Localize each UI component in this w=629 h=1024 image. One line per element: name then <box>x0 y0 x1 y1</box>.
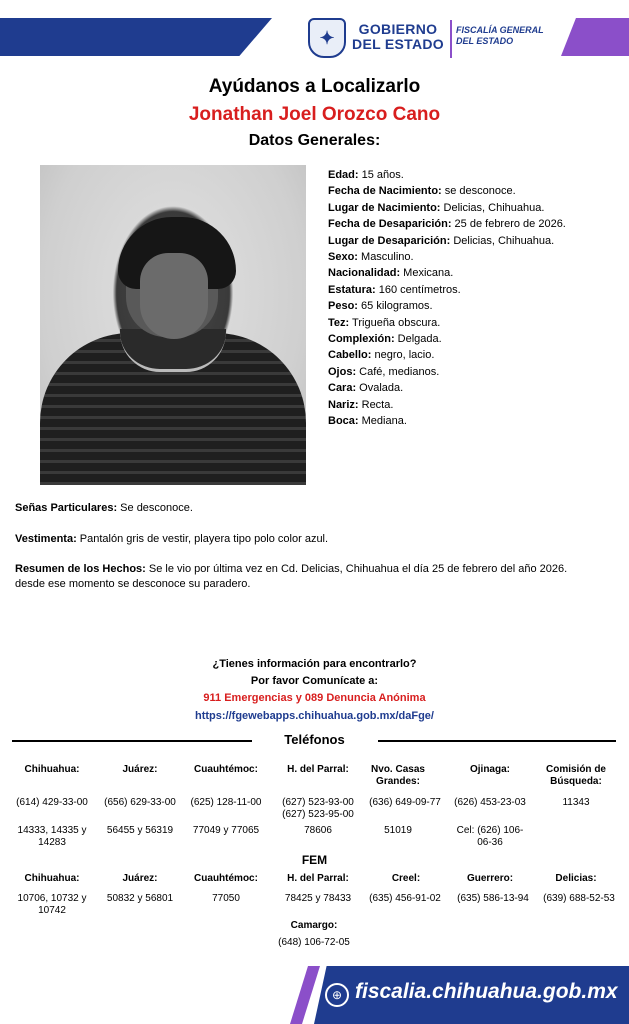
fem-header-camargo: Camargo: <box>290 920 338 931</box>
datos-item: Fecha de Nacimiento: se desconoce. <box>328 185 516 198</box>
fem-header: Juárez: <box>122 873 158 884</box>
datos-item: Cabello: negro, lacio. <box>328 349 435 362</box>
fem-header: Chihuahua: <box>24 873 80 884</box>
datos-list <box>328 167 618 430</box>
tel-header: Ojinaga: <box>469 764 510 775</box>
datos-item: Sexo: Masculino. <box>328 251 414 264</box>
tel-header: Juárez: <box>122 764 158 775</box>
fiscalia-logo-text <box>456 25 556 47</box>
datos-item: Lugar de Nacimiento: Delicias, Chihuahua. <box>328 201 545 214</box>
datos-item: Tez: Trigueña obscura. <box>328 316 441 329</box>
fem-heading: FEM <box>301 853 328 867</box>
datos-item: Nariz: Recta. <box>328 398 394 411</box>
vestimenta: Vestimenta: Pantalón gris de vestir, playera tipo polo color azul. <box>15 533 329 545</box>
contact-url-link[interactable]: https://fgewebapps.chihuahua.gob.mx/daFge/ <box>195 710 434 722</box>
tel-header: Comisión de Búsqueda: <box>545 764 606 787</box>
person-name: Jonathan Joel Orozco Cano <box>188 104 441 125</box>
tel-value: 11343 <box>562 797 590 808</box>
fem-value: (635) 586-13-94 <box>457 893 529 904</box>
tel-value: (636) 649-09-77 <box>369 797 441 808</box>
header-left-bar <box>0 18 272 56</box>
datos-item: Ojos: Café, medianos. <box>328 365 440 378</box>
fem-value: 10706, 10732 y 10742 <box>17 893 87 916</box>
tel-header: H. del Parral: <box>287 764 349 775</box>
fem-header: Creel: <box>391 873 421 884</box>
footer-website[interactable]: fiscalia.chihuahua.gob.mx <box>355 980 618 1003</box>
section-title: Datos Generales: <box>248 132 381 149</box>
datos-item: Nacionalidad: Mexicana. <box>328 267 454 280</box>
fem-header: Guerrero: <box>466 873 514 884</box>
page-title: Ayúdanos a Localizarlo <box>208 76 421 97</box>
datos-item: Peso: 65 kilogramos. <box>328 300 433 313</box>
tel-ext: 77049 y 77065 <box>192 825 260 836</box>
resumen-line2: desde ese momento se desconoce su paradero. <box>15 578 251 590</box>
fem-value: 50832 y 56801 <box>106 893 174 904</box>
header-right-bar <box>561 18 629 56</box>
state-seal-icon: ✦ <box>308 18 346 58</box>
tel-ext: 51019 <box>384 825 412 836</box>
web-globe-icon: ⊕ <box>325 983 349 1007</box>
gobierno-line2: DEL ESTADO <box>352 36 444 52</box>
datos-item: Edad: 15 años. <box>328 169 404 181</box>
contact-question: ¿Tienes información para encontrarlo? <box>212 658 417 670</box>
tel-header: Chihuahua: <box>24 764 80 775</box>
fem-value: 77050 <box>212 893 240 904</box>
tel-ext: Cel: (626) 106-06-36 <box>456 825 524 848</box>
tel-header: Nvo. Casas Grandes: <box>371 764 425 787</box>
tel-value: (627) 523-93-00 (627) 523-95-00 <box>282 797 354 820</box>
fem-header: Cuauhtémoc: <box>194 873 258 884</box>
datos-item: Complexión: Delgada. <box>328 333 442 346</box>
tel-value: (625) 128-11-00 <box>190 797 262 808</box>
fem-value: 78425 y 78433 <box>284 893 352 904</box>
fem-header: Delicias: <box>555 873 597 884</box>
footer-accent <box>290 966 320 1024</box>
fem-value: (635) 456-91-02 <box>369 893 441 904</box>
datos-item: Estatura: 160 centímetros. <box>328 283 461 296</box>
contact-emergency: 911 Emergencias y 089 Denuncia Anónima <box>203 692 426 704</box>
tel-value: (614) 429-33-00 <box>16 797 88 808</box>
tel-header: Cuauhtémoc: <box>194 764 258 775</box>
gobierno-logo-text <box>352 22 444 52</box>
tel-ext: 78606 <box>304 825 332 836</box>
logo-separator <box>450 20 452 58</box>
tel-ext: 56455 y 56319 <box>106 825 174 836</box>
datos-item: Lugar de Desaparición: Delicias, Chihuahua. <box>328 234 555 247</box>
person-photo <box>40 165 306 485</box>
fem-value-camargo: (648) 106-72-05 <box>278 937 350 948</box>
fiscalia-line2: DEL ESTADO <box>456 36 514 46</box>
tel-value: (656) 629-33-00 <box>104 797 176 808</box>
tel-ext: 14333, 14335 y 14283 <box>17 825 87 848</box>
datos-item: Boca: Mediana. <box>328 415 407 428</box>
senas-particulares: Señas Particulares: Se desconoce. <box>15 502 193 514</box>
telefonos-heading: Teléfonos <box>284 732 345 747</box>
fem-header: H. del Parral: <box>287 873 349 884</box>
tel-value: (626) 453-23-03 <box>454 797 526 808</box>
contact-please: Por favor Comunícate a: <box>250 675 379 687</box>
datos-item: Fecha de Desaparición: 25 de febrero de 2026. <box>328 218 566 231</box>
fem-value: (639) 688-52-53 <box>543 893 615 904</box>
gobierno-line1: GOBIERNO <box>358 21 438 37</box>
resumen-hechos: Resumen de los Hechos: Se le vio por última vez en Cd. Delicias, Chihuahua el día 25 de febrero del año 2026. desde ese momento se desconoce su paradero. <box>15 562 615 592</box>
photo-face <box>140 253 208 339</box>
fiscalia-line1: FISCALÍA GENERAL <box>456 25 544 35</box>
datos-item: Cara: Ovalada. <box>328 382 404 395</box>
